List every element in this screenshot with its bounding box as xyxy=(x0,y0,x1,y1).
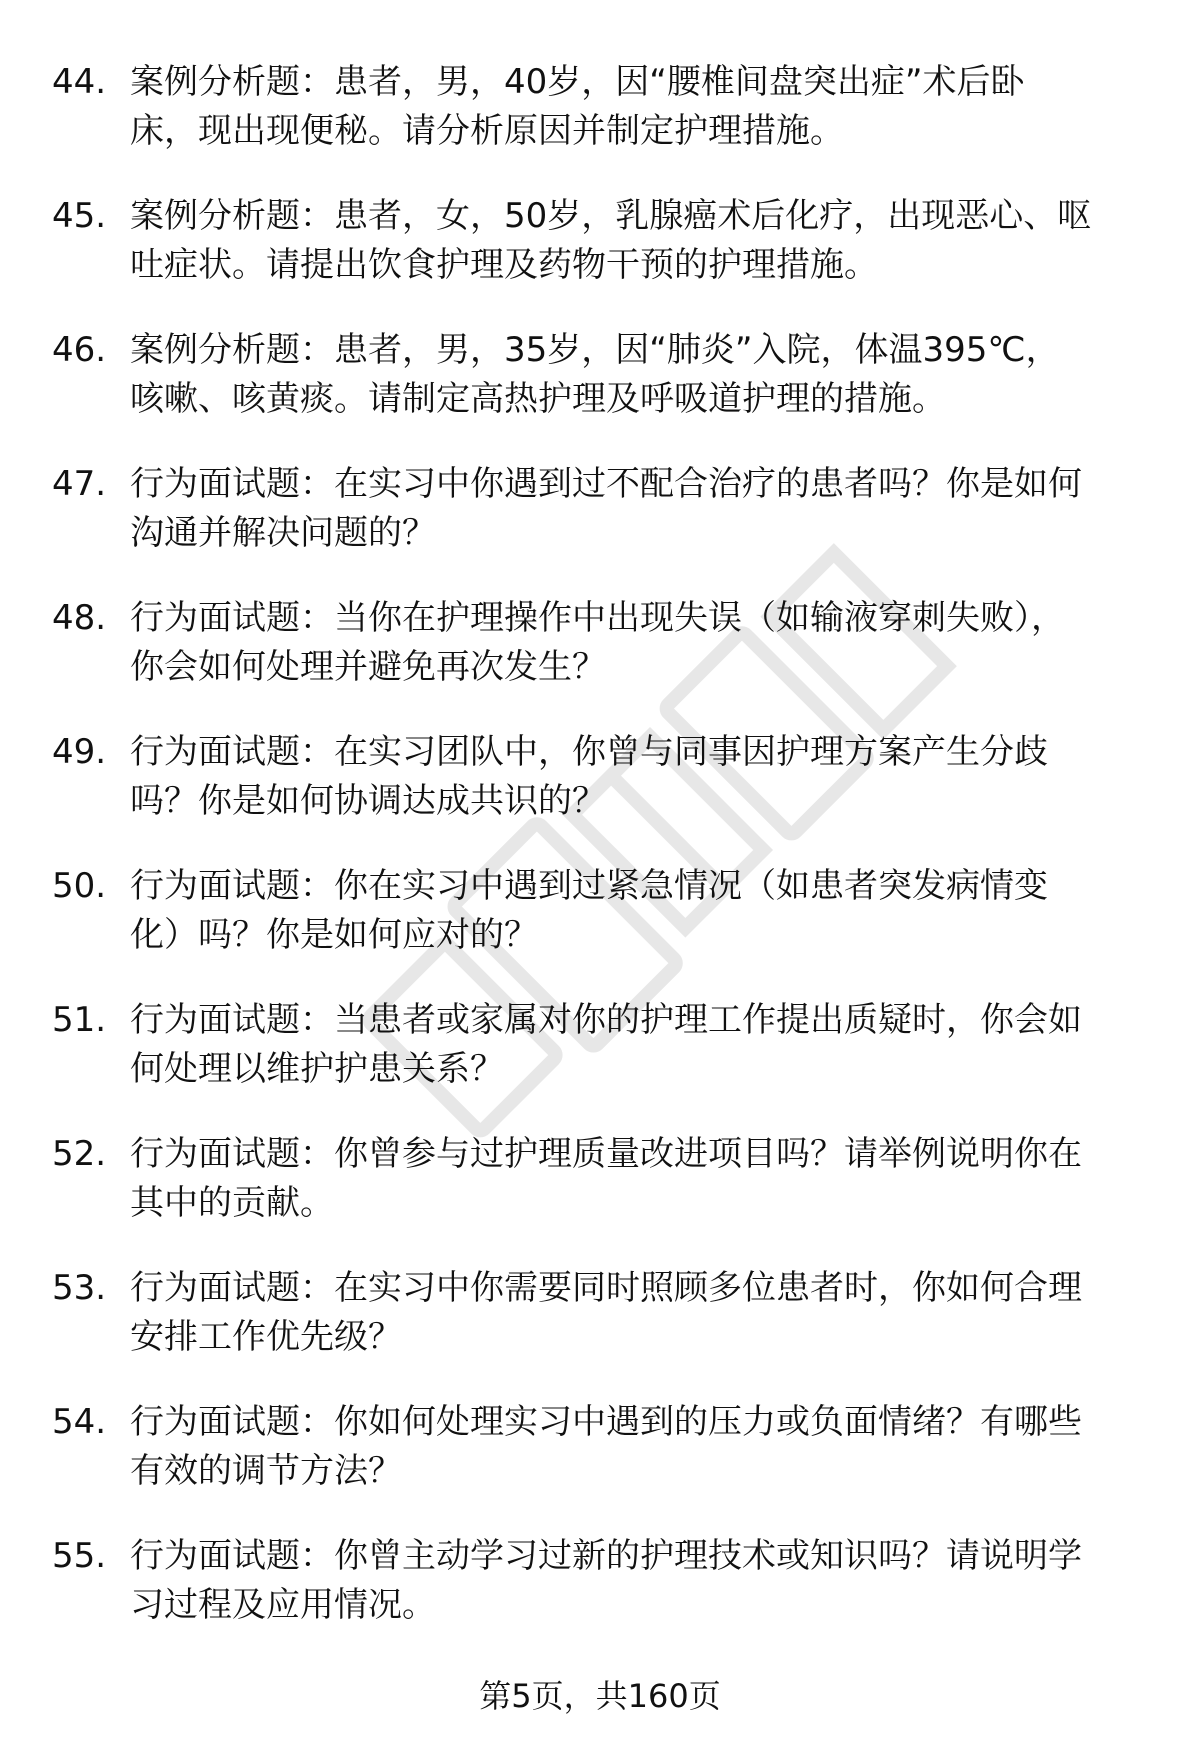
question-text: 行为面试题：在实习中你需要同时照顾多位患者时，你如何合理 安排工作优先级？ xyxy=(130,1268,1082,1357)
question-item xyxy=(52,996,1152,1130)
question-item xyxy=(52,1532,1152,1666)
question-number: 55. xyxy=(52,1536,107,1576)
question-text: 行为面试题：在实习团队中，你曾与同事因护理方案产生分歧 吗？你是如何协调达成共识的？ xyxy=(130,732,1048,821)
question-number: 46. xyxy=(52,330,107,370)
question-number: 44. xyxy=(52,62,107,102)
question-item xyxy=(52,192,1152,326)
question-item xyxy=(52,862,1152,996)
page-footer xyxy=(0,1676,1200,1716)
question-number: 54. xyxy=(52,1402,107,1442)
question-item xyxy=(52,1398,1152,1532)
question-item xyxy=(52,58,1152,192)
question-number: 47. xyxy=(52,464,107,504)
question-item xyxy=(52,594,1152,728)
question-text: 案例分析题：患者，男，35岁，因“肺炎”入院，体温395℃， 咳嗽、咳黄痰。请制定高热护理及呼吸道护理的措施。 xyxy=(130,330,1060,419)
question-text: 行为面试题：当你在护理操作中出现失误（如输液穿刺失败）， 你会如何处理并避免再次发生？ xyxy=(130,598,1065,687)
question-text: 行为面试题：你如何处理实习中遇到的压力或负面情绪？有哪些 有效的调节方法？ xyxy=(130,1402,1082,1491)
question-item xyxy=(52,728,1152,862)
question-text: 行为面试题：你曾参与过护理质量改进项目吗？请举例说明你在 其中的贡献。 xyxy=(130,1134,1082,1223)
question-number: 49. xyxy=(52,732,107,772)
question-number: 52. xyxy=(52,1134,107,1174)
question-number: 50. xyxy=(52,866,107,906)
question-text: 行为面试题：你在实习中遇到过紧急情况（如患者突发病情变 化）吗？你是如何应对的？ xyxy=(130,866,1048,955)
question-list xyxy=(52,58,1152,1666)
question-text: 行为面试题：在实习中你遇到过不配合治疗的患者吗？你是如何 沟通并解决问题的？ xyxy=(130,464,1082,553)
question-text: 行为面试题：你曾主动学习过新的护理技术或知识吗？请说明学 习过程及应用情况。 xyxy=(130,1536,1082,1625)
question-number: 45. xyxy=(52,196,107,236)
page-number-label: 第5页，共160页 xyxy=(479,1677,721,1715)
question-item xyxy=(52,1264,1152,1398)
question-text: 案例分析题：患者，女，50岁，乳腺癌术后化疗，出现恶心、呕 吐症状。请提出饮食护理及药物干预的护理措施。 xyxy=(130,196,1092,285)
question-text: 案例分析题：患者，男，40岁，因“腰椎间盘突出症”术后卧 床，现出现便秘。请分析原因并制定护理措施。 xyxy=(130,62,1025,151)
question-number: 51. xyxy=(52,1000,107,1040)
question-item xyxy=(52,1130,1152,1264)
question-item xyxy=(52,326,1152,460)
question-item xyxy=(52,460,1152,594)
question-number: 48. xyxy=(52,598,107,638)
question-text: 行为面试题：当患者或家属对你的护理工作提出质疑时，你会如 何处理以维护护患关系？ xyxy=(130,1000,1082,1089)
question-number: 53. xyxy=(52,1268,107,1308)
